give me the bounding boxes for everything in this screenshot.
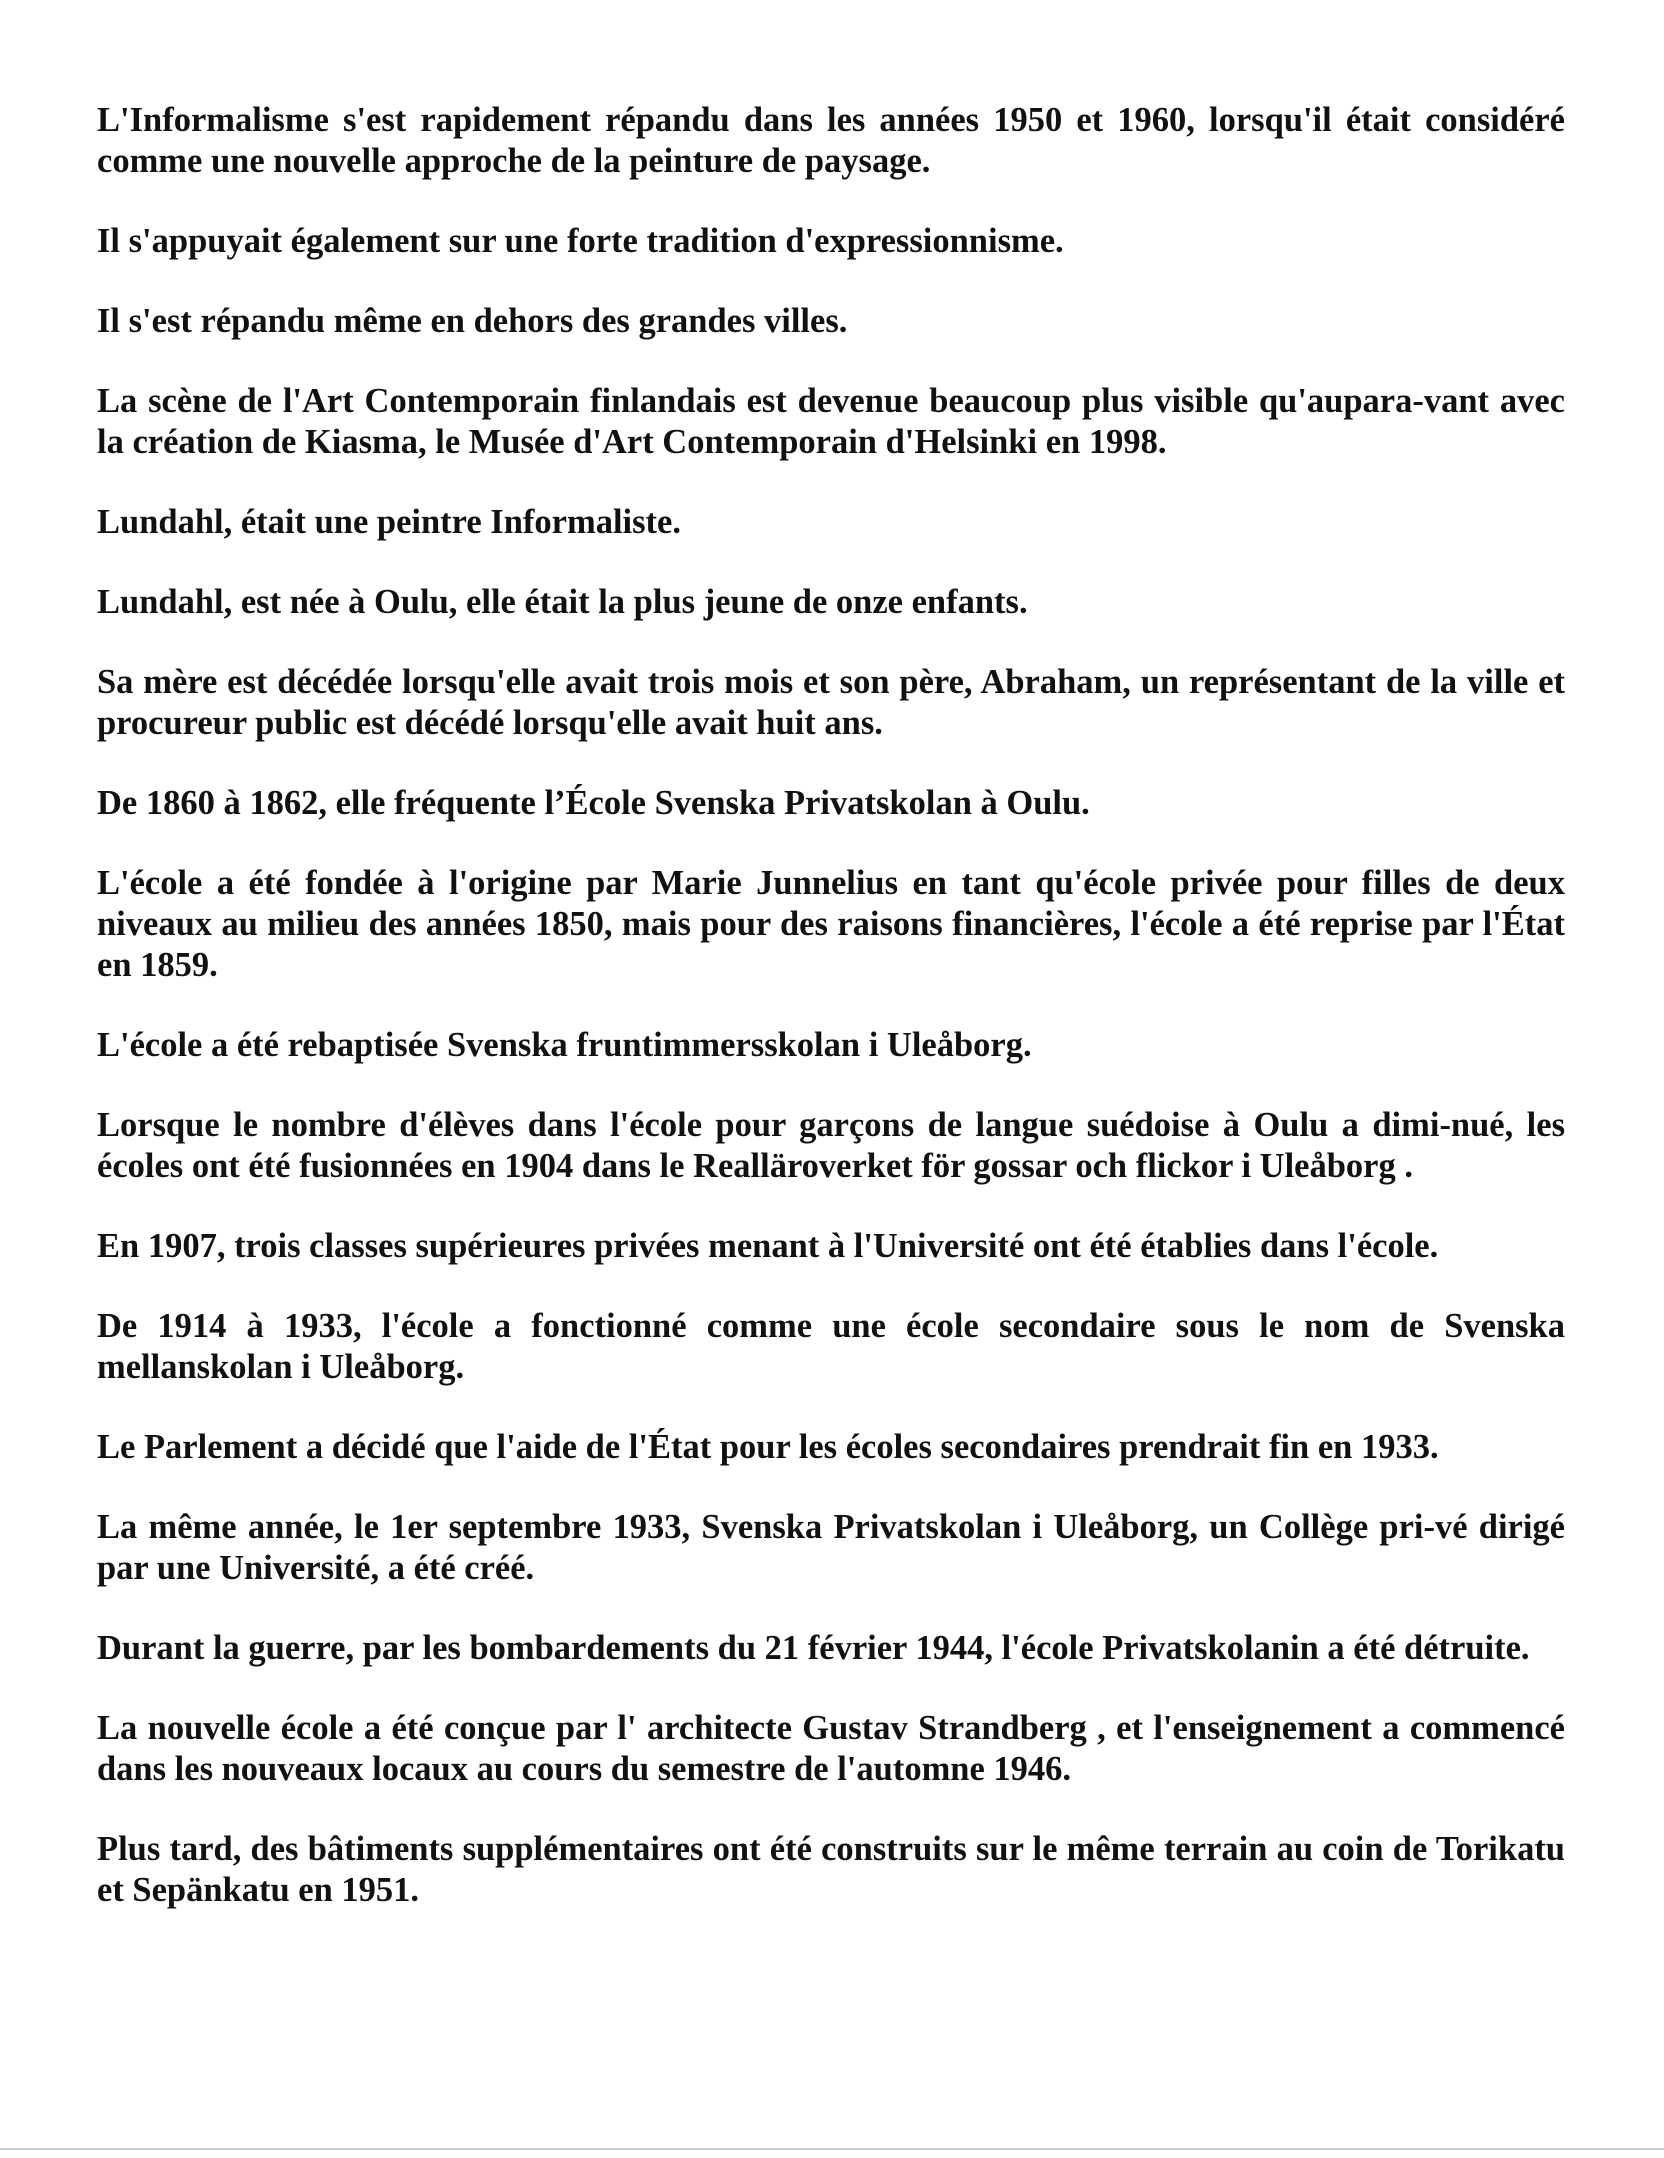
paragraph: Lundahl, est née à Oulu, elle était la plus jeune de onze enfants. [97,583,1028,621]
paragraph: La scène de l'Art Contemporain finlandais est devenue beaucoup plus visible qu'aupara-vant avec la création de Kiasma, le Musée d'Art Contemporain d'Helsinki en 1998. [97,382,1565,461]
paragraph: L'école a été fondée à l'origine par Marie Junnelius en tant qu'école privée pour filles de deux niveaux au milieu des années 1850, mais pour des raisons financières, l'école a été reprise par l'État en 1859. [97,864,1565,984]
paragraph: Il s'est répandu même en dehors des grandes villes. [97,302,848,340]
document-page [97,100,1565,1950]
paragraph: La même année, le 1er septembre 1933, Svenska Privatskolan i Uleåborg, un Collège pri-vé dirigé par une Université, a été créé. [97,1508,1565,1587]
paragraph: L'Informalisme s'est rapidement répandu dans les années 1950 et 1960, lorsqu'il était considéré comme une nouvelle approche de la peinture de paysage. [97,101,1565,180]
paragraph: En 1907, trois classes supérieures privées menant à l'Université ont été établies dans l'école. [97,1227,1439,1265]
paragraph: Il s'appuyait également sur une forte tradition d'expressionnisme. [97,222,1064,260]
page-bottom-divider [0,2148,1664,2150]
paragraph: Durant la guerre, par les bombardements du 21 février 1944, l'école Privatskolanin a été détruite. [97,1629,1530,1667]
paragraph: L'école a été rebaptisée Svenska fruntimmersskolan i Uleåborg. [97,1026,1032,1064]
paragraph: Sa mère est décédée lorsqu'elle avait trois mois et son père, Abraham, un représentant de la ville et procureur public est décédé lorsqu'elle avait huit ans. [97,663,1565,742]
paragraph: Lundahl, était une peintre Informaliste. [97,503,681,541]
paragraph: Le Parlement a décidé que l'aide de l'État pour les écoles secondaires prendrait fin en 1933. [97,1428,1439,1466]
paragraph: Plus tard, des bâtiments supplémentaires ont été construits sur le même terrain au coin de Torikatu et Sepänkatu en 1951. [97,1830,1565,1909]
paragraph: De 1860 à 1862, elle fréquente l’École Svenska Privatskolan à Oulu. [97,784,1090,822]
paragraph: La nouvelle école a été conçue par l' architecte Gustav Strandberg , et l'enseignement a commencé dans les nouveaux locaux au cours du semestre de l'automne 1946. [97,1709,1565,1788]
paragraph: De 1914 à 1933, l'école a fonctionné comme une école secondaire sous le nom de Svenska mellanskolan i Uleåborg. [97,1307,1565,1386]
paragraph: Lorsque le nombre d'élèves dans l'école pour garçons de langue suédoise à Oulu a dimi-nué, les écoles ont été fusionnées en 1904 dans le Realläroverket för gossar och flickor i Uleåborg . [97,1106,1565,1185]
